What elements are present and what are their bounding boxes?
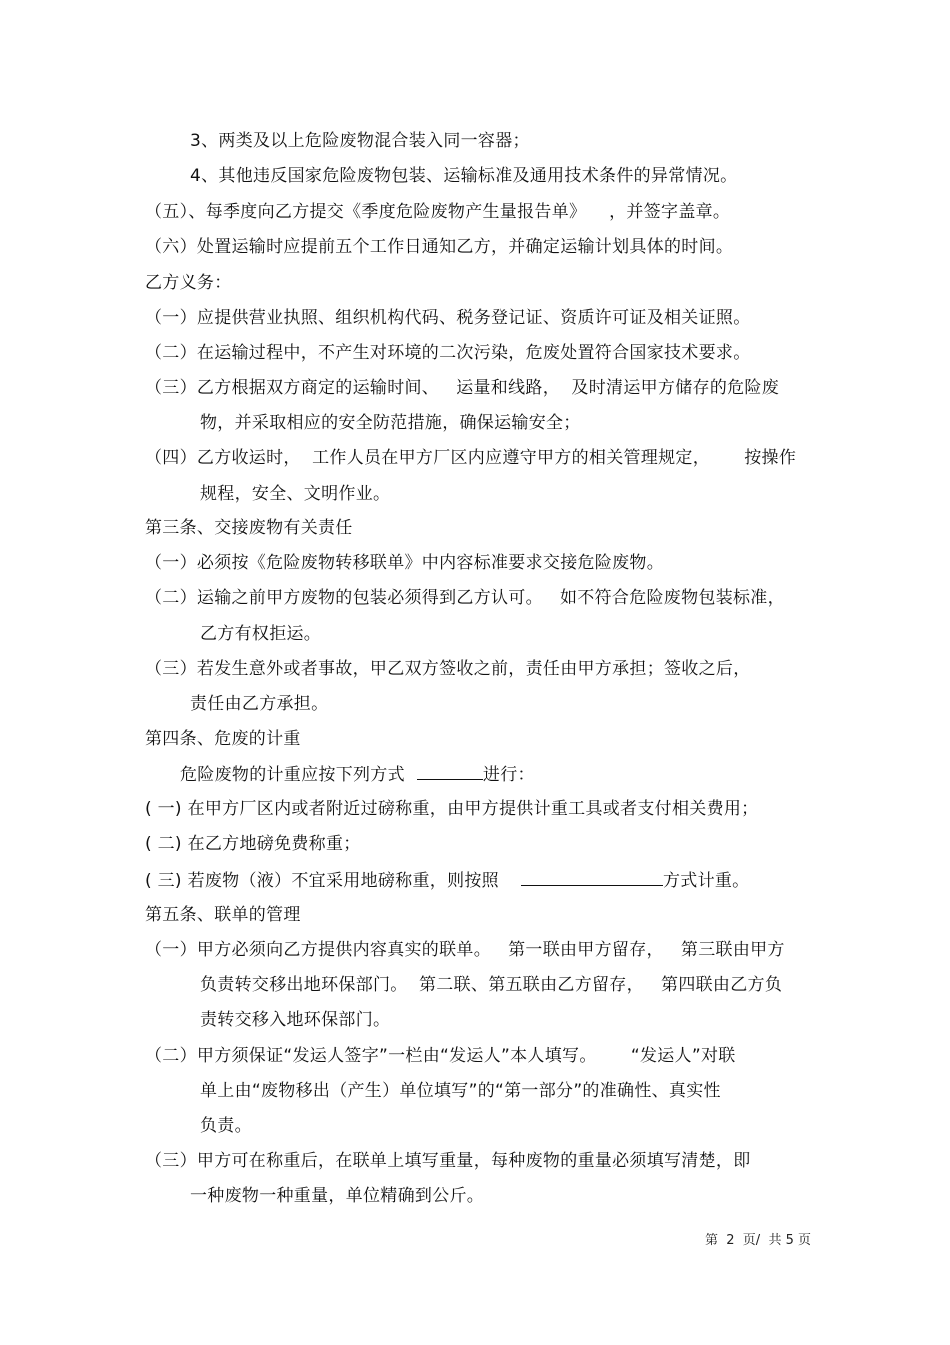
text-line: （三）乙方根据双方商定的运输时间、 运量和线路， 及时清运甲方储存的危险废 xyxy=(145,378,780,398)
text-line: 责任由乙方承担。 xyxy=(190,694,329,714)
text-line: （一）甲方必须向乙方提供内容真实的联单。 第一联由甲方留存， 第三联由甲方 xyxy=(145,940,785,960)
text-line: （三）甲方可在称重后，在联单上填写重量，每种废物的重量必须填写清楚，即 xyxy=(145,1151,751,1171)
text-segment: 方式计重。 xyxy=(662,871,750,891)
page-number: 第 2 页/ 共 5 页 xyxy=(705,1233,811,1248)
text-line: （六）处置运输时应提前五个工作日通知乙方，并确定运输计划具体的时间。 xyxy=(145,237,734,257)
text-segment: ( 三) 若废物（液）不宜采用地磅称重，则按照 xyxy=(145,871,499,891)
text-line: 责转交移入地环保部门。 xyxy=(200,1010,391,1030)
text-line: （三）若发生意外或者事故，甲乙双方签收之前，责任由甲方承担；签收之后， xyxy=(145,659,751,679)
text-line xyxy=(180,763,535,786)
text-line: 负责。 xyxy=(200,1116,252,1136)
text-line: （四）乙方收运时， 工作人员在甲方厂区内应遵守甲方的相关管理规定， 按操作 xyxy=(145,448,797,468)
blank-field xyxy=(521,869,663,886)
text-line: 规程，安全、文明作业。 xyxy=(200,484,391,504)
text-line: 4、其他违反国家危险废物包装、运输标准及通用技术条件的异常情况。 xyxy=(190,166,738,186)
text-line: 负责转交移出地环保部门。 第二联、第五联由乙方留存， 第四联由乙方负 xyxy=(200,975,783,995)
text-line: ( 二) 在乙方地磅免费称重； xyxy=(145,834,361,854)
text-line: （二）运输之前甲方废物的包装必须得到乙方认可。 如不符合危险废物包装标准， xyxy=(145,588,785,608)
section-heading: 第五条、联单的管理 xyxy=(145,905,301,925)
text-line xyxy=(145,869,749,892)
section-heading: 第四条、危废的计重 xyxy=(145,729,301,749)
text-line: （二）甲方须保证“发运人签字”一栏由“发运人”本人填写。 “发运人”对联 xyxy=(145,1046,736,1066)
text-line: 3、两类及以上危险废物混合装入同一容器； xyxy=(190,131,530,151)
text-line: （一）必须按《危险废物转移联单》中内容标准要求交接危险废物。 xyxy=(145,553,664,573)
text-line: （五）、每季度向乙方提交《季度危险废物产生量报告单》 ，并签字盖章。 xyxy=(145,202,731,222)
text-line: ( 一) 在甲方厂区内或者附近过磅称重，由甲方提供计重工具或者支付相关费用； xyxy=(145,799,759,819)
text-line: 单上由“废物移出（产生）单位填写”的“第一部分”的准确性、真实性 xyxy=(200,1081,721,1101)
text-line: （二）在运输过程中，不产生对环境的二次污染，危废处置符合国家技术要求。 xyxy=(145,343,751,363)
text-segment: 危险废物的计重应按下列方式 xyxy=(180,765,405,785)
text-line: 一种废物一种重量，单位精确到公斤。 xyxy=(190,1186,485,1206)
text-line: （一）应提供营业执照、组织机构代码、税务登记证、资质许可证及相关证照。 xyxy=(145,308,751,328)
text-line: 乙方有权拒运。 xyxy=(200,624,322,644)
section-heading: 乙方义务： xyxy=(145,273,232,293)
section-heading: 第三条、交接废物有关责任 xyxy=(145,518,353,538)
blank-field xyxy=(417,763,483,780)
text-line: 物，并采取相应的安全防范措施，确保运输安全； xyxy=(200,413,581,433)
text-segment: 进行： xyxy=(482,765,535,785)
